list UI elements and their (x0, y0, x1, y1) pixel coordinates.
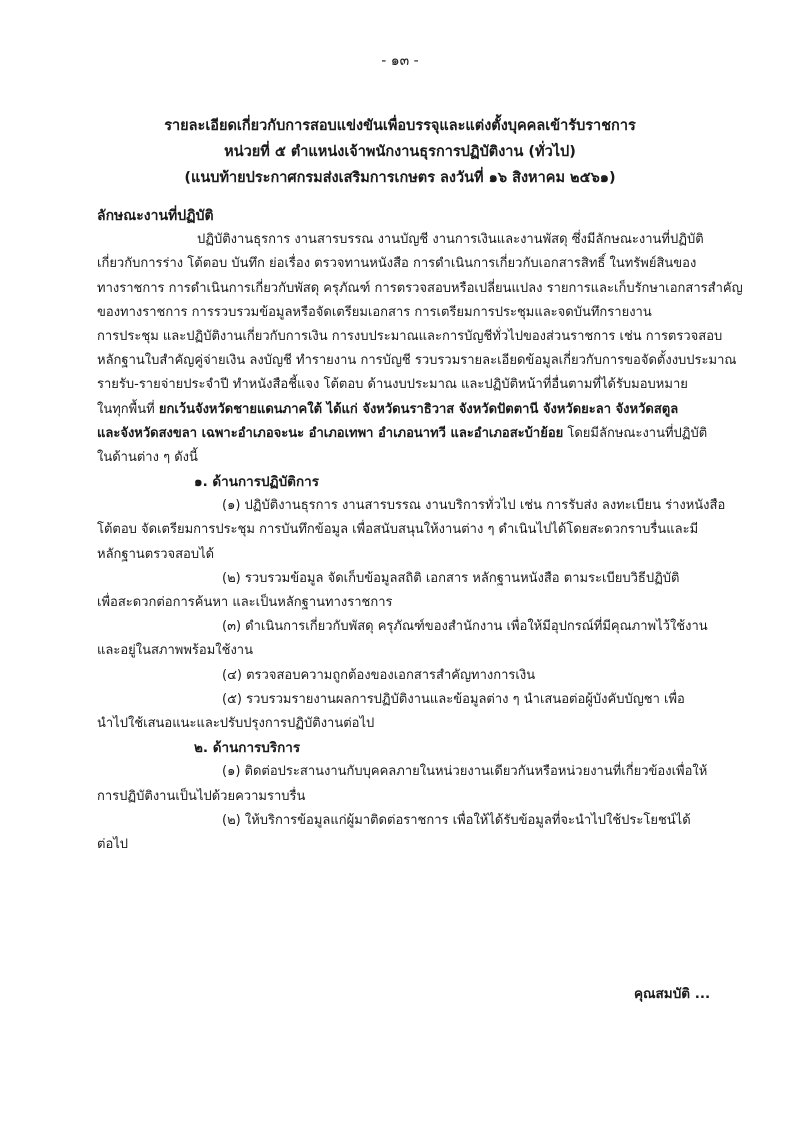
list-item-continuation: เพื่อสะดวกต่อการค้นหา และเป็นหลักฐานทางราชการ (97, 595, 393, 610)
intro-line: ทางราชการ การดำเนินการเกี่ยวกับพัสดุ ครุภัณฑ์ การตรวจสอบหรือเปลี่ยนแปลง รายการและเก็บรักษาเอกสารสำคัญ (97, 280, 743, 296)
section-services (97, 736, 717, 857)
page-number: - ๑๓ - (381, 53, 419, 69)
list-item-continuation: และอยู่ในสภาพพร้อมใช้งาน (97, 643, 253, 659)
intro-text: ในทุกพื้นที่ (97, 401, 159, 417)
continued-marker: คุณสมบัติ ... (634, 986, 711, 1002)
list-item: (๕) รวบรวมรายงานผลการปฏิบัติงานและข้อมูลต่าง ๆ นำเสนอต่อผู้บังคับบัญชา เพื่อ (222, 691, 685, 707)
list-item: (๒) รวบรวมข้อมูล จัดเก็บข้อมูลสถิติ เอกสาร หลักฐานหนังสือ ตามระเบียบวิธีปฏิบัติ (222, 570, 680, 586)
section-heading-services: ๒. ด้านการบริการ (194, 740, 301, 757)
title-line-2: หน่วยที่ ๕ ตำแหน่งเจ้าพนักงานธุรการปฏิบัติงาน (ทั่วไป) (224, 144, 576, 160)
intro-line: หลักฐานใบสำคัญคู่จ่ายเงิน ลงบัญชี ทำรายงาน การบัญชี รวบรวมรายละเอียดข้อมูลเกี่ยวกับการขอจัดตั้งงบประมาณ (97, 353, 737, 369)
intro-line: การประชุม และปฏิบัติงานเกี่ยวกับการเงิน การงบประมาณและการบัญชีทั่วไปของส่วนราชการ เช่น การตรวจสอบ (97, 328, 723, 344)
section-heading-operations: ๑. ด้านการปฏิบัติการ (194, 474, 319, 491)
list-item: (๓) ดำเนินการเกี่ยวกับพัสดุ ครุภัณฑ์ของสำนักงาน เพื่อให้มีอุปกรณ์ที่มีคุณภาพไว้ใช้งาน (222, 619, 708, 635)
intro-line: รายรับ-รายจ่ายประจำปี ทำหนังสือชี้แจง โต้ตอบ ด้านงบประมาณ และปฏิบัติหน้าที่อื่นตามที่ได้รับมอบหมาย (97, 377, 688, 393)
exception-text: และจังหวัดสงขลา เฉพาะอำเภอจะนะ อำเภอเทพา อำเภอนาทวี และอำเภอสะบ้าย้อย (97, 425, 564, 441)
document-body (97, 204, 743, 857)
section-heading: ลักษณะงานที่ปฏิบัติ (97, 208, 214, 224)
list-item-continuation: โต้ตอบ จัดเตรียมการประชุม การบันทึกข้อมูล เพื่อสนับสนุนให้งานต่าง ๆ ดำเนินไปได้โดยสะดวกราบรื่นและมี (97, 522, 699, 538)
list-item: (๑) ติดต่อประสานงานกับบุคคลภายในหน่วยงานเดียวกันหรือหน่วยงานที่เกี่ยวข้องเพื่อให้ (222, 764, 708, 780)
intro-line: ในด้านต่าง ๆ ดังนี้ (97, 449, 198, 465)
list-item: (๒) ให้บริการข้อมูลแก่ผู้มาติดต่อราชการ เพื่อให้ได้รับข้อมูลที่จะนำไปใช้ประโยชน์ได้ (222, 812, 691, 828)
intro-line: ปฏิบัติงานธุรการ งานสารบรรณ งานบัญชี งานการเงินและงานพัสดุ ซึ่งมีลักษณะงานที่ปฏิบัติ (197, 232, 704, 248)
intro-text: โดยมีลักษณะงานที่ปฏิบัติ (563, 425, 708, 441)
intro-line (97, 422, 717, 446)
intro-line (97, 398, 717, 422)
list-item: (๑) ปฏิบัติงานธุรการ งานสารบรรณ งานบริการทั่วไป เช่น การรับส่ง ลงทะเบียน ร่างหนังสือ (222, 498, 726, 514)
list-item: (๔) ตรวจสอบความถูกต้องของเอกสารสำคัญทางการเงิน (222, 667, 536, 683)
title-line-1: รายละเอียดเกี่ยวกับการสอบแข่งขันเพื่อบรรจุและแต่งตั้งบุคคลเข้ารับราชการ (164, 118, 636, 134)
title-line-3: (แนบท้ายประกาศกรมส่งเสริมการเกษตร ลงวันที่ ๑๖ สิงหาคม ๒๕๖๑) (184, 170, 616, 186)
exception-text: ยกเว้นจังหวัดชายแดนภาคใต้ ได้แก่ จังหวัดนราธิวาส จังหวัดปัตตานี จังหวัดยะลา จังหวัดสตูล (158, 401, 679, 417)
document-title (0, 113, 800, 191)
list-item-continuation: ต่อไป (97, 836, 129, 852)
list-item-continuation: หลักฐานตรวจสอบได้ (97, 546, 215, 562)
section-operations (97, 470, 726, 736)
intro-line: เกี่ยวกับการร่าง โต้ตอบ บันทึก ย่อเรื่อง ตรวจทานหนังสือ การดำเนินการเกี่ยวกับเอกสารสิทธิ์ ในทรัพย์สินของ (97, 256, 697, 272)
intro-line: ของทางราชการ การรวบรวมข้อมูลหรือจัดเตรียมเอกสาร การเตรียมการประชุมและจดบันทึกรายงาน (97, 304, 652, 320)
list-item-continuation: การปฏิบัติงานเป็นไปด้วยความราบรื่น (97, 788, 306, 804)
intro-paragraph (97, 228, 743, 470)
list-item-continuation: นำไปใช้เสนอแนะและปรับปรุงการปฏิบัติงานต่อไป (97, 715, 375, 731)
